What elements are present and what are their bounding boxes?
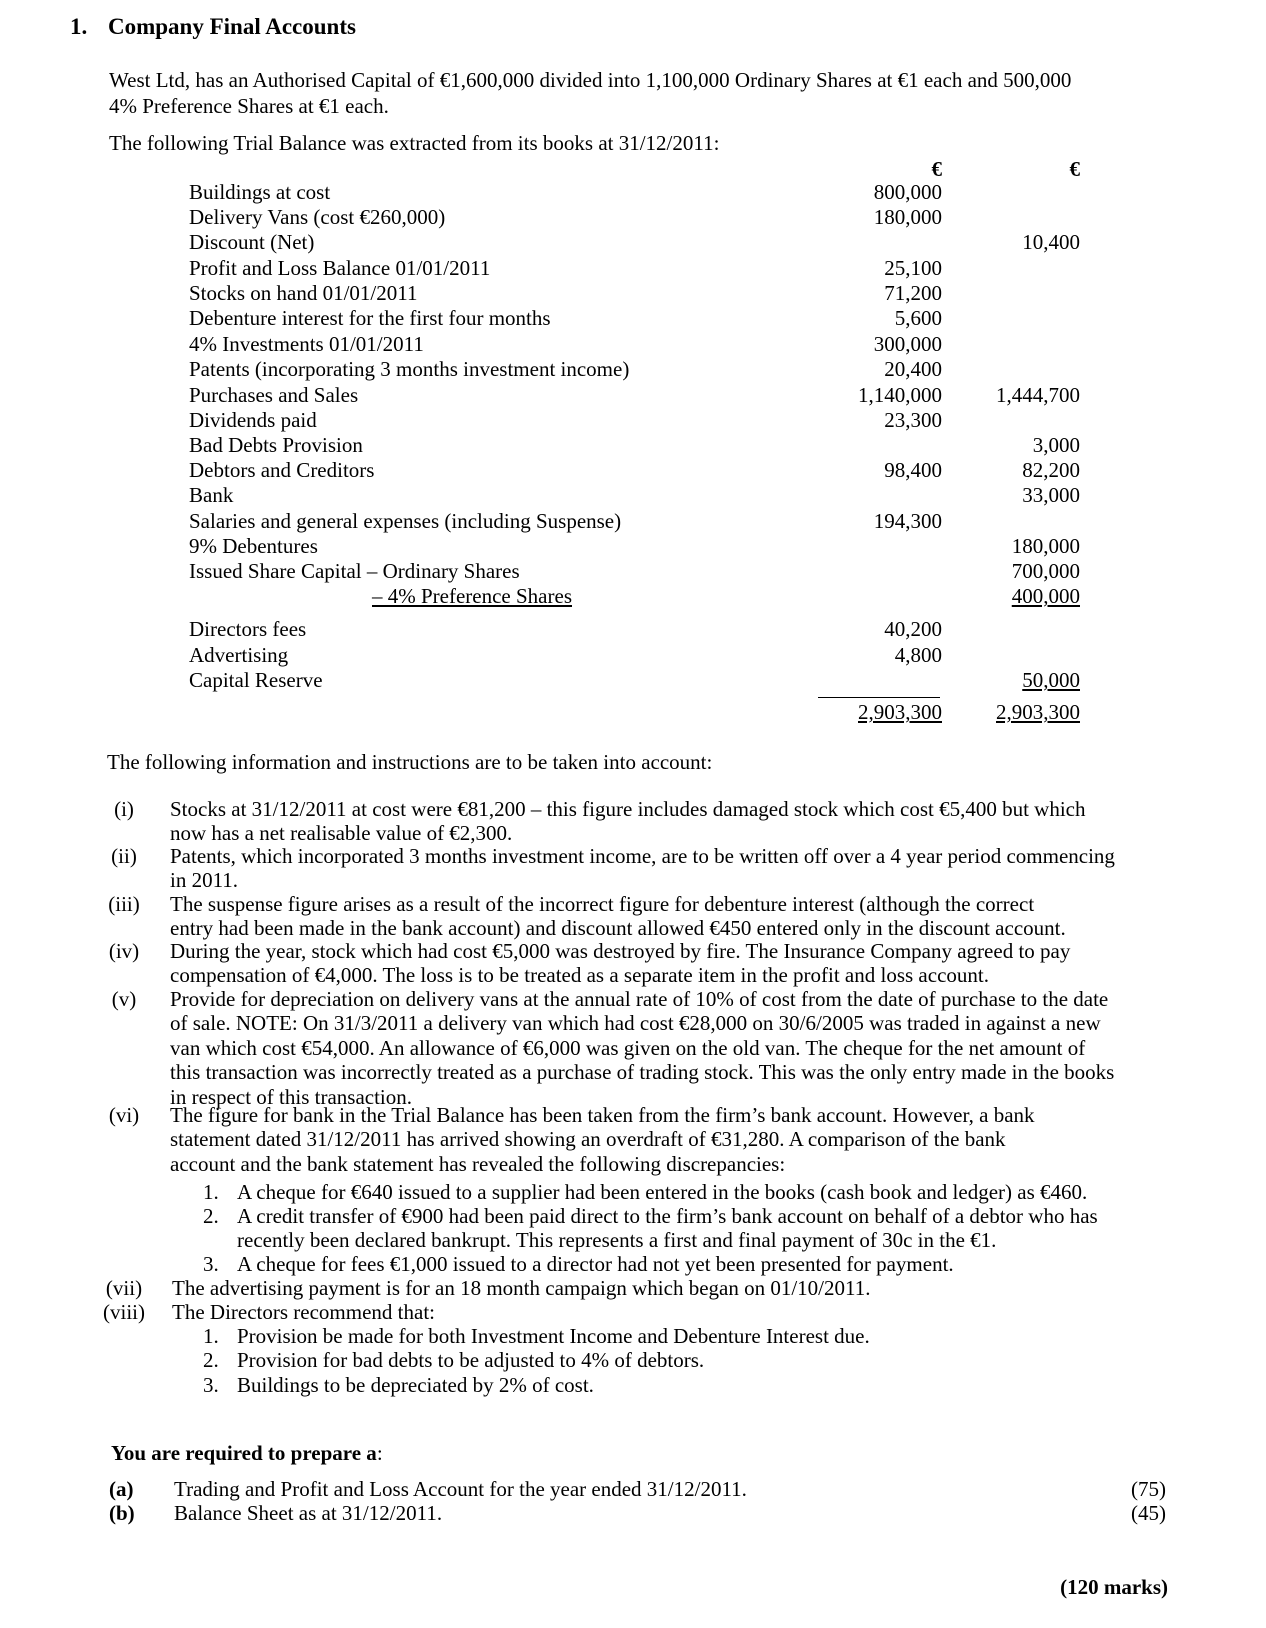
recommendation-text: Provision be made for both Investment Income and Debenture Interest due. — [237, 1324, 870, 1348]
recommendation-number: 3. — [203, 1373, 219, 1397]
discrepancy-number: 1. — [203, 1180, 219, 1204]
recommendation-text: Buildings to be depreciated by 2% of cost. — [237, 1373, 594, 1397]
item-line: of sale. NOTE: On 31/3/2011 a delivery van which had cost €28,000 on 30/6/2005 was traded in against a new — [170, 1011, 1101, 1036]
discrepancy-number: 2. — [203, 1204, 219, 1228]
recommendation-item — [203, 1373, 594, 1397]
row-label: Delivery Vans (cost €260,000) — [189, 205, 446, 229]
discrepancy-body — [203, 1180, 1087, 1204]
intro-paragraph — [109, 67, 1169, 119]
part-marks: (75) — [1131, 1477, 1166, 1501]
item-text — [170, 1103, 1200, 1176]
recommendation-text: Provision for bad debts to be adjusted to 4% of debtors. — [237, 1348, 705, 1372]
total-marks: (120 marks) — [1060, 1575, 1168, 1599]
item-number: (vi) — [108, 1103, 140, 1127]
part-text: Trading and Profit and Loss Account for the year ended 31/12/2011. — [174, 1477, 747, 1501]
recommendation-item — [203, 1348, 704, 1372]
discrepancy-line: A cheque for €640 issued to a supplier had been entered in the books (cash book and ledger) as €460. — [237, 1180, 1088, 1204]
question-number: 1. — [70, 14, 88, 39]
intro-line: 4% Preference Shares at €1 each. — [109, 94, 389, 118]
item-line: in 2011. — [170, 868, 239, 893]
recommendation-number: 2. — [203, 1348, 219, 1372]
trial-balance-total-cr: 2,903,300 — [996, 700, 1080, 724]
item-text — [170, 987, 1200, 1109]
discrepancy-item — [203, 1204, 1098, 1253]
row-label: Buildings at cost — [189, 180, 331, 204]
row-label: Discount (Net) — [189, 230, 315, 254]
row-debit: 4,800 — [894, 643, 942, 667]
row-credit: 82,200 — [1022, 458, 1080, 482]
item-line: compensation of €4,000. The loss is to be treated as a separate item in the profit and loss account. — [170, 963, 989, 988]
item-text: The advertising payment is for an 18 month campaign which began on 01/10/2011. — [172, 1276, 871, 1300]
part-label: (a) — [109, 1477, 134, 1501]
item-line: entry had been made in the bank account) and discount allowed €450 entered only in the discount account. — [170, 916, 1066, 941]
part-marks: (45) — [1131, 1501, 1166, 1525]
row-credit: 33,000 — [1022, 483, 1080, 507]
part-label: (b) — [109, 1501, 135, 1525]
row-label: 4% Investments 01/01/2011 — [189, 332, 424, 356]
row-label: Bank — [189, 483, 234, 507]
item-text: The Directors recommend that: — [172, 1300, 435, 1324]
item-number: (v) — [111, 987, 137, 1011]
row-label: Dividends paid — [189, 408, 317, 432]
item-line: statement dated 31/12/2011 has arrived showing an overdraft of €31,280. A comparison of the bank — [170, 1127, 1006, 1152]
row-label: Patents (incorporating 3 months investment income) — [189, 357, 630, 381]
total-rule-dr — [818, 697, 940, 698]
item-line: van which cost €54,000. An allowance of €6,000 was given on the old van. The cheque for the net amount of — [170, 1035, 1086, 1060]
question-heading — [70, 14, 356, 40]
currency-cr-header: € — [1069, 157, 1080, 181]
row-debit: 1,140,000 — [858, 383, 942, 407]
row-label: Debtors and Creditors — [189, 458, 375, 482]
trial-balance-intro: The following Trial Balance was extracted from its books at 31/12/2011: — [109, 131, 720, 155]
part-text: Balance Sheet as at 31/12/2011. — [174, 1501, 443, 1525]
row-credit: 3,000 — [1032, 433, 1080, 457]
row-label: Salaries and general expenses (including Suspense) — [189, 509, 622, 533]
item-line: Stocks at 31/12/2011 at cost were €81,200 – this figure includes damaged stock which cost €5,400 but which — [170, 797, 1086, 821]
item-number: (vii) — [105, 1276, 143, 1300]
discrepancy-line: recently been declared bankrupt. This represents a first and final payment of 30c in the €1. — [237, 1228, 997, 1253]
item-line: The suspense figure arises as a result of the incorrect figure for debenture interest (although the correct — [170, 892, 1035, 916]
row-credit: 700,000 — [1011, 559, 1080, 583]
row-credit: 1,444,700 — [996, 383, 1080, 407]
item-line: this transaction was incorrectly treated as a purchase of trading stock. This was the only entry made in the books — [170, 1060, 1115, 1085]
row-label: Directors fees — [189, 617, 307, 641]
item-line: During the year, stock which had cost €5,000 was destroyed by fire. The Insurance Company agreed to pay — [170, 939, 1071, 963]
row-label: Issued Share Capital – Ordinary Shares — [189, 559, 520, 583]
item-number: (ii) — [111, 844, 137, 868]
required-part — [109, 1501, 442, 1525]
recommendation-number: 1. — [203, 1324, 219, 1348]
row-debit: 98,400 — [884, 458, 942, 482]
item-line: account and the bank statement has revealed the following discrepancies: — [170, 1151, 786, 1176]
row-debit: 180,000 — [873, 205, 942, 229]
question-title: Company Final Accounts — [108, 14, 356, 39]
discrepancy-body — [203, 1204, 1098, 1253]
item-line: in respect of this transaction. — [170, 1084, 413, 1109]
row-label: Capital Reserve — [189, 668, 323, 692]
trial-balance-total-dr: 2,903,300 — [858, 700, 942, 724]
discrepancy-item — [203, 1252, 954, 1276]
row-label: – 4% Preference Shares — [372, 584, 572, 608]
row-debit: 23,300 — [884, 408, 942, 432]
row-credit: 400,000 — [1011, 584, 1080, 608]
recommendation-item — [203, 1324, 870, 1348]
row-debit: 300,000 — [873, 332, 942, 356]
item-line: The figure for bank in the Trial Balance has been taken from the firm’s bank account. However, a bank — [170, 1103, 1035, 1127]
row-label: Stocks on hand 01/01/2011 — [189, 281, 418, 305]
row-debit: 25,100 — [884, 256, 942, 280]
discrepancy-item — [203, 1180, 1087, 1204]
item-line: Patents, which incorporated 3 months investment income, are to be written off over a 4 year period commencing — [170, 844, 1115, 868]
row-label: Advertising — [189, 643, 289, 667]
item-number: (iii) — [108, 892, 140, 916]
discrepancy-line: A credit transfer of €900 had been paid direct to the firm’s bank account on behalf of a debtor who has — [237, 1204, 1098, 1228]
item-text — [170, 844, 1200, 893]
row-credit: 180,000 — [1011, 534, 1080, 558]
item-line: now has a net realisable value of €2,300. — [170, 821, 513, 846]
row-label: Purchases and Sales — [189, 383, 359, 407]
item-number: (viii) — [103, 1300, 145, 1324]
row-debit: 194,300 — [873, 509, 942, 533]
item-number: (i) — [114, 797, 134, 821]
required-part — [109, 1477, 747, 1501]
intro-line: West Ltd, has an Authorised Capital of €1,600,000 divided into 1,100,000 Ordinary Shares at €1 each and 500,000 — [109, 68, 1072, 92]
row-credit: 10,400 — [1022, 230, 1080, 254]
row-debit: 5,600 — [894, 306, 942, 330]
item-number: (iv) — [108, 939, 140, 963]
row-debit: 71,200 — [884, 281, 942, 305]
currency-dr-header: € — [931, 157, 942, 181]
item-text — [170, 892, 1200, 941]
instructions-intro: The following information and instructions are to be taken into account: — [107, 750, 713, 774]
row-label: Bad Debts Provision — [189, 433, 363, 457]
item-text — [170, 939, 1200, 988]
row-debit: 800,000 — [873, 180, 942, 204]
discrepancy-number: 3. — [203, 1252, 219, 1276]
row-label: Debenture interest for the first four months — [189, 306, 551, 330]
item-text — [170, 797, 1200, 846]
required-heading: You are required to prepare a: — [111, 1441, 383, 1465]
row-credit: 50,000 — [1022, 668, 1080, 692]
row-debit: 20,400 — [884, 357, 942, 381]
row-debit: 40,200 — [884, 617, 942, 641]
row-label: 9% Debentures — [189, 534, 318, 558]
discrepancy-line: A cheque for fees €1,000 issued to a director had not yet been presented for payment. — [237, 1252, 954, 1276]
discrepancy-body — [203, 1252, 954, 1276]
item-line: Provide for depreciation on delivery vans at the annual rate of 10% of cost from the date of purchase to the date — [170, 987, 1109, 1011]
row-label: Profit and Loss Balance 01/01/2011 — [189, 256, 491, 280]
